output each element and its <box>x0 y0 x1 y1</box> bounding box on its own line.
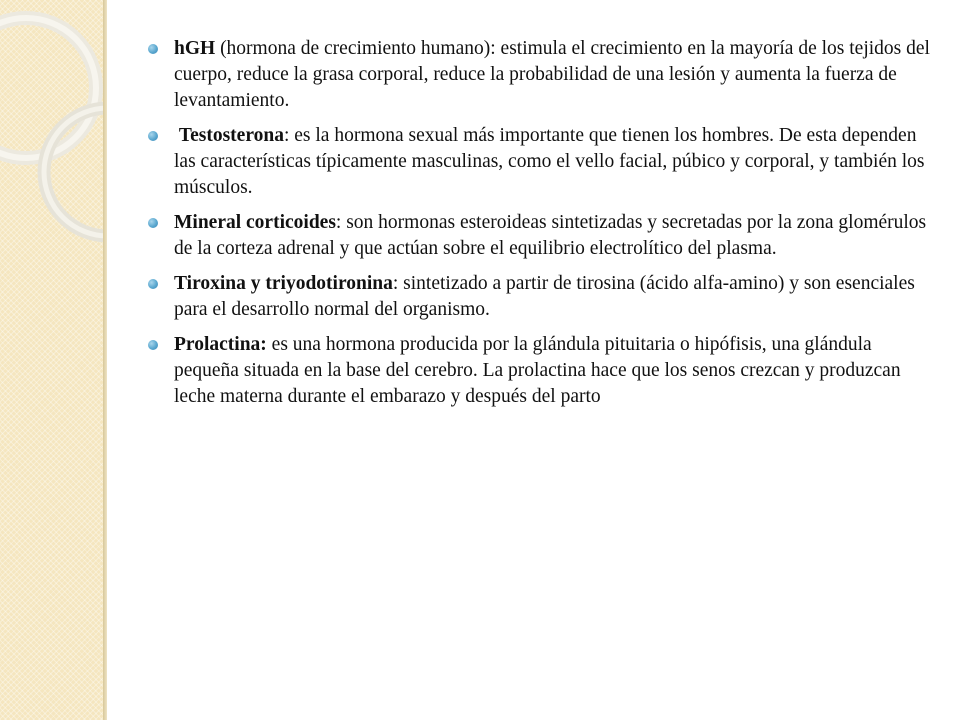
bullet-term: Mineral corticoides <box>174 212 336 233</box>
bullet-dot-icon <box>148 131 158 141</box>
bullet-dot-icon <box>148 340 158 350</box>
bullet-text: : es la hormona sexual más importante que tienen los hombres. De esta dependen las características típicamente masculinas, como el vello facial, púbico y corporal, y también los músculos. <box>174 125 925 198</box>
bullet-item-testosterona <box>148 123 938 201</box>
decorative-side-band <box>0 0 107 720</box>
side-band-edge <box>103 0 107 720</box>
decorative-rings-graphic <box>0 0 107 720</box>
bullet-list <box>148 36 938 410</box>
bullet-term: Testosterona <box>178 125 284 146</box>
bullet-item-prolactina <box>148 332 938 410</box>
bullet-dot-icon <box>148 279 158 289</box>
bullet-term: hGH <box>174 38 216 59</box>
bullet-item-hgh <box>148 36 938 114</box>
bullet-term: Tiroxina y triyodotironina <box>174 273 393 294</box>
bullet-text: : sintetizado a partir de tirosina (ácido alfa-amino) y son esenciales para el desarrollo normal del organismo. <box>174 273 915 320</box>
bullet-item-mineral-corticoides <box>148 210 938 262</box>
bullet-dot-icon <box>148 218 158 228</box>
bullet-item-tiroxina <box>148 271 938 323</box>
slide-content <box>148 36 938 419</box>
bullet-text: es una hormona producida por la glándula pituitaria o hipófisis, una glándula pequeña situada en la base del cerebro. La prolactina hace que los senos crezcan y produzcan leche materna durante el embarazo y después del parto <box>174 334 901 407</box>
bullet-dot-icon <box>148 44 158 54</box>
bullet-text: (hormona de crecimiento humano): estimula el crecimiento en la mayoría de los tejidos del cuerpo, reduce la grasa corporal, reduce la probabilidad de una lesión y aumenta la fuerza de levantamiento. <box>174 38 930 111</box>
bullet-term: Prolactina: <box>174 334 267 355</box>
bullet-text: : son hormonas esteroideas sintetizadas y secretadas por la zona glomérulos de la corteza adrenal y que actúan sobre el equilibrio electrolítico del plasma. <box>174 212 927 259</box>
